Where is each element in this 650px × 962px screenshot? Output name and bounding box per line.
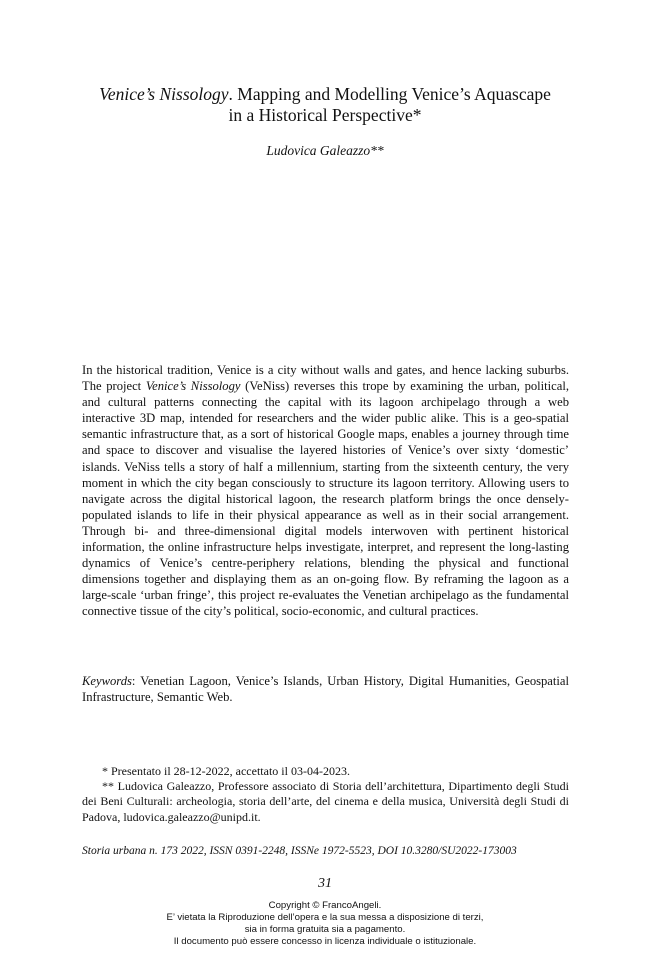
footnotes: [82, 764, 569, 825]
copyright-line-4: Il documento può essere concesso in licenza individuale o istituzionale.: [173, 936, 477, 947]
journal-citation: Storia urbana n. 173 2022, ISSN 0391-2248, ISSNe 1972-5523, DOI 10.3280/SU2022-173003: [82, 845, 517, 857]
author-name: Ludovica Galeazzo**: [266, 143, 384, 158]
keywords-label: Keywords: [82, 674, 132, 688]
copyright-line-3: sia in forma gratuita sia a pagamento.: [244, 924, 406, 935]
abstract-text-part-1: In the historical tradition, Venice is a city without walls and gates, and hence lacking suburbs. The project: [82, 363, 569, 394]
copyright-line-2: E’ vietata la Riproduzione dell’opera e la sua messa a disposizione di terzi,: [166, 912, 484, 923]
title-line-1: [40, 84, 610, 105]
abstract: [82, 362, 569, 620]
article-title: [40, 84, 610, 126]
copyright-line-1: Copyright © FrancoAngeli.: [268, 900, 382, 911]
keywords: [82, 673, 569, 705]
title-rest-line-1: . Mapping and Modelling Venice’s Aquascape: [228, 84, 551, 104]
title-line-2: in a Historical Perspective*: [228, 105, 422, 125]
footnote-2: ** Ludovica Galeazzo, Professore associato di Storia dell’architettura, Dipartimento degli Studi dei Beni Culturali: archeologia, storia dell’arte, del cinema e della musica, Università degli Studi di Padova, ludovica.galeazzo@unipd.it.: [82, 779, 569, 824]
project-name: Venice’s Nissology: [145, 379, 241, 394]
abstract-text-part-2: (VeNiss) reverses this trope by examining the urban, political, and cultural patterns connecting the capital with its lagoon archipelago through a web interactive 3D map, intended for researchers and the wider public alike. This is a geo-spatial semantic infrastructure that, as a sort of historical Google maps, enables a journey through time and space to discover and visualise the layered histories of Venice’s over sixty ‘domestic’ islands. VeNiss tells a story of half a millennium, starting from the sixteenth century, the very moment in which the city began consciously to structure its lagoon territory. Allowing users to navigate across the digital historical lagoon, the research platform brings the once densely-populated islands to life in their physical appearance as well as in their social arrangement. Through bi- and three-dimensional digital models interwoven with pertinent historical information, the online infrastructure helps investigate, interpret, and represent the long-lasting dynamics of Venice’s centre-periphery relations, blending the physical and functional dimensions together and displaying them as an on-going flow. By reframing the lagoon as a large-scale ‘urban fringe’, this project re-evaluates the Venetian archipelago as the fundamental connective tissue of the city’s political, socio-economic, and cultural practices.: [82, 379, 569, 619]
footnote-1: * Presentato il 28-12-2022, accettato il 03-04-2023.: [102, 764, 350, 778]
abstract-paragraph: [82, 362, 569, 620]
page-number: 31: [318, 876, 332, 891]
copyright-notice: [40, 900, 610, 948]
keywords-text: : Venetian Lagoon, Venice’s Islands, Urban History, Digital Humanities, Geospatial Infrastructure, Semantic Web.: [82, 674, 569, 705]
title-italic-part: Venice’s Nissology: [99, 84, 229, 104]
